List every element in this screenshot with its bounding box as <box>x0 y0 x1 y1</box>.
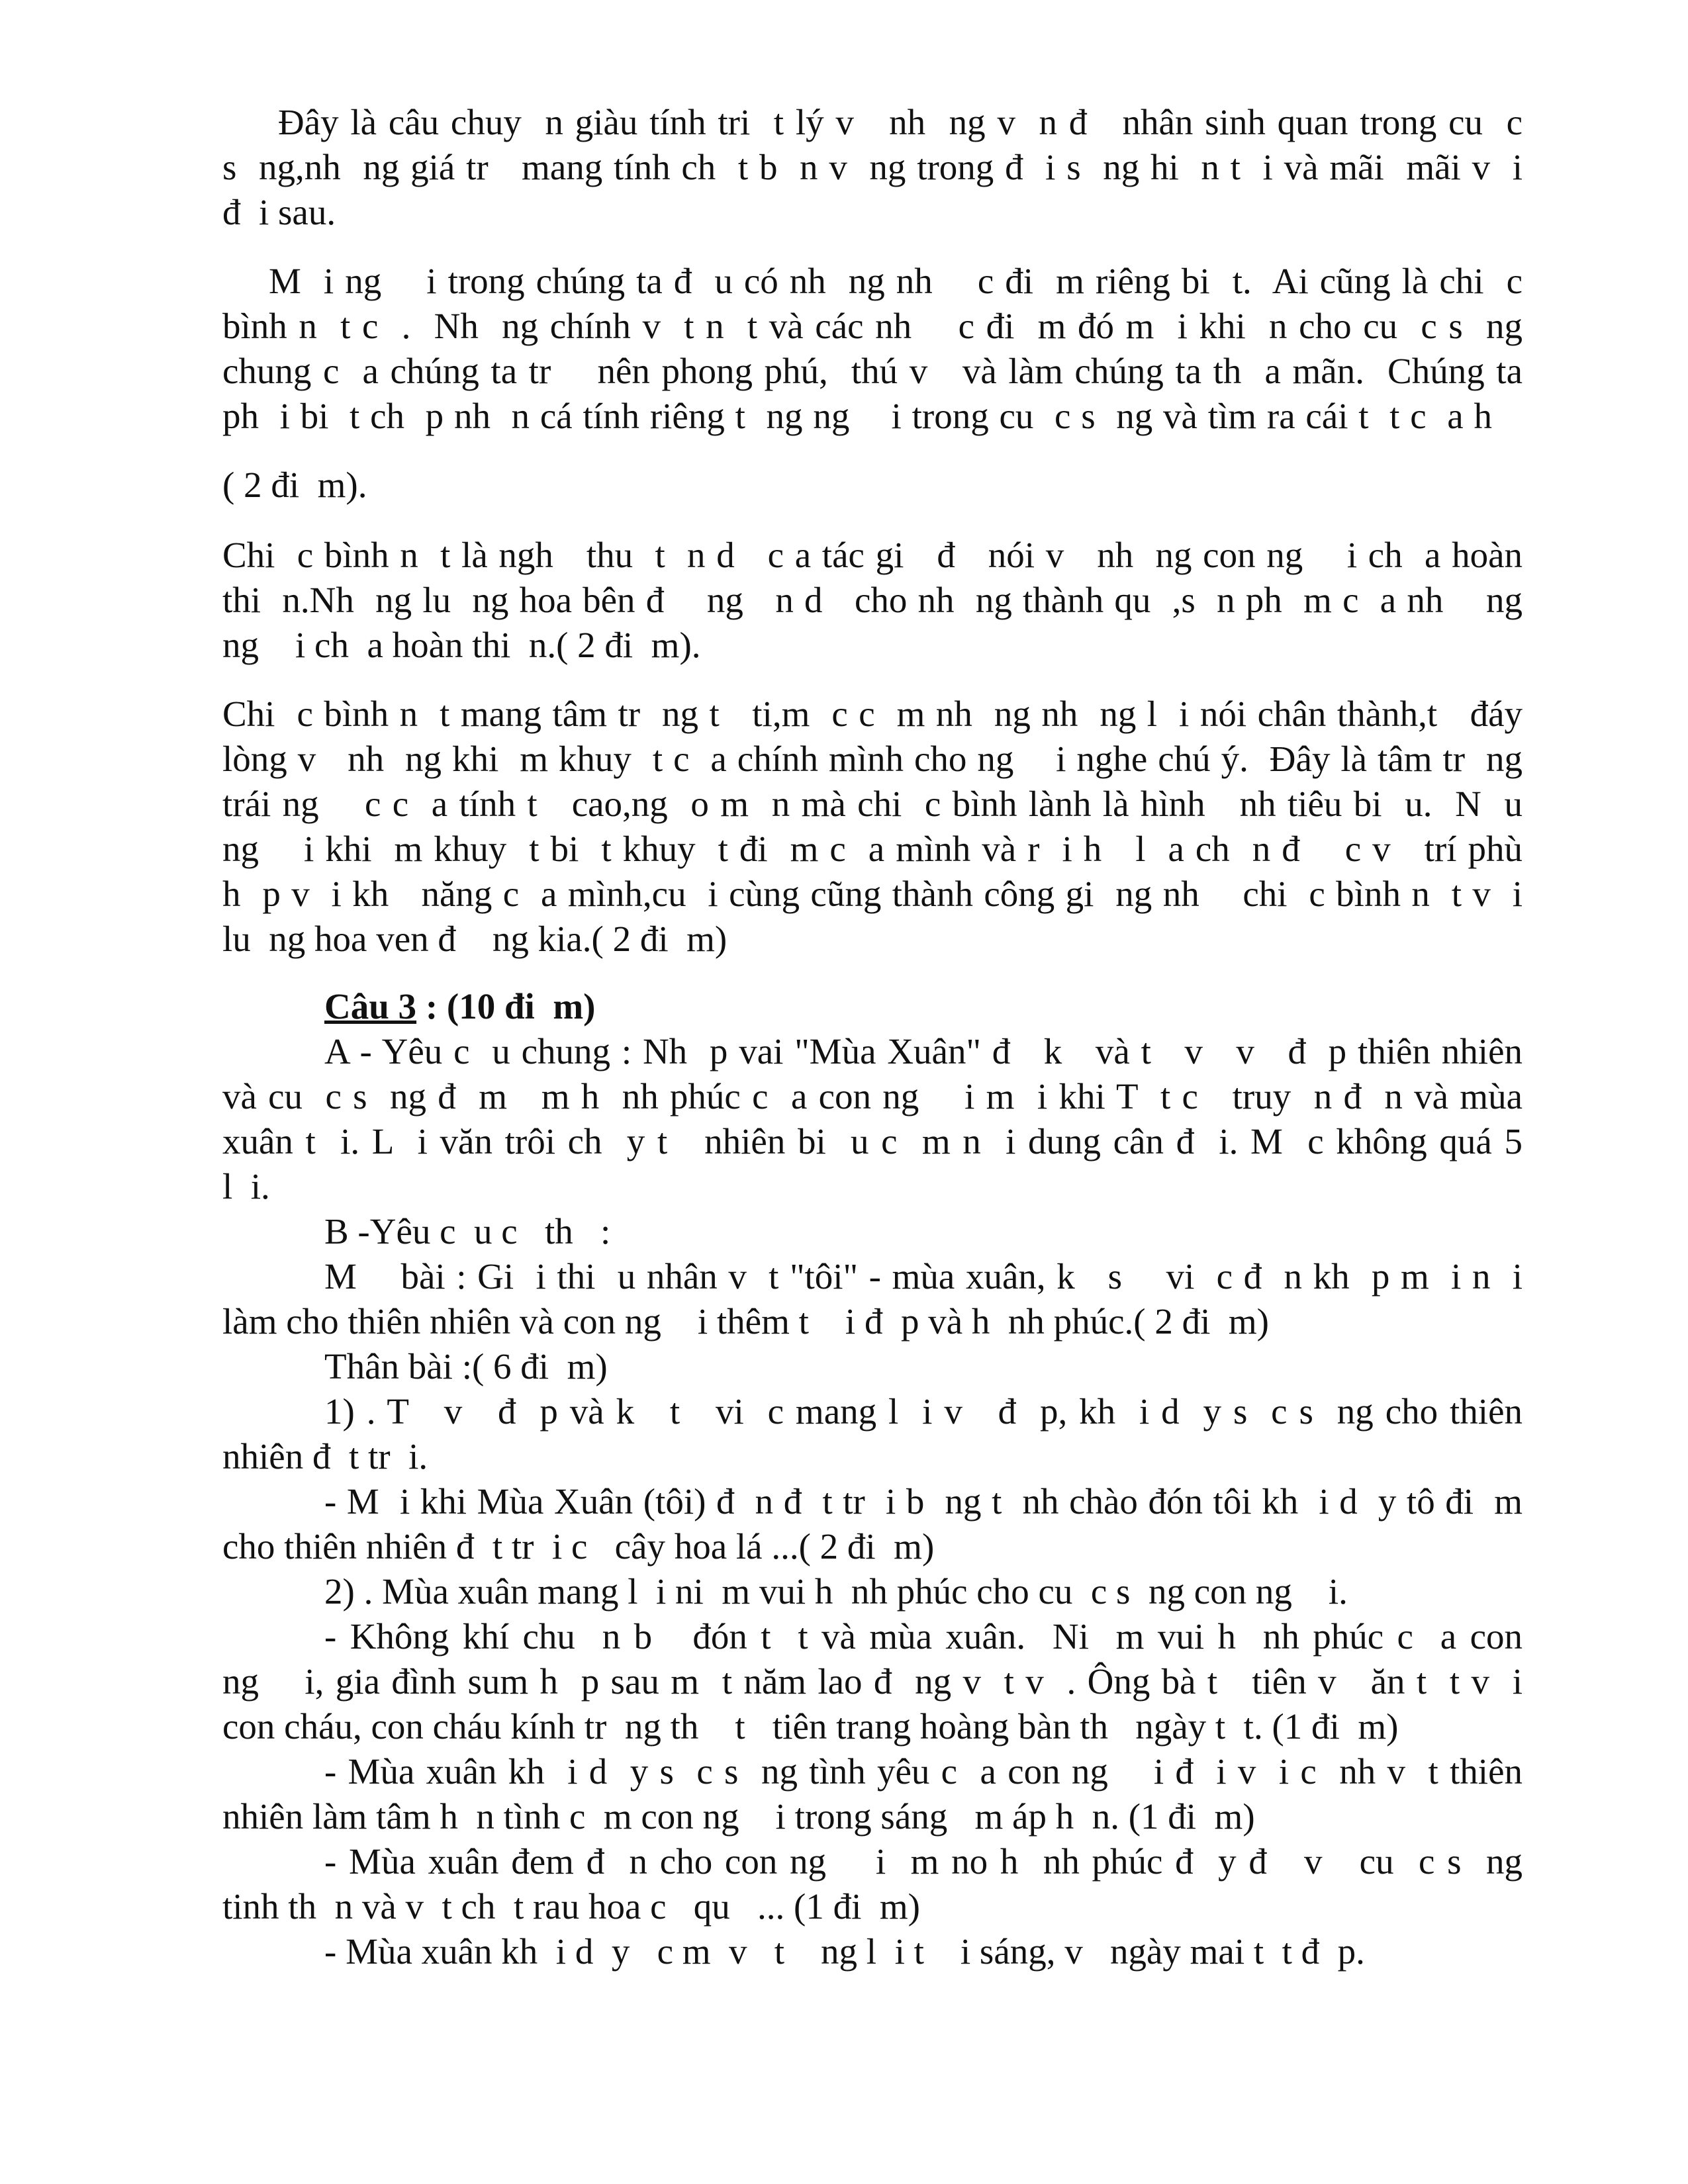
section-heading <box>324 985 854 1028</box>
text-line: tinh th n và v t ch t rau hoa c qu ... (1 đi m) <box>222 1886 920 1927</box>
text-line: 2) . Mùa xuân mang l i ni m vui h nh phúc cho cu c s ng con ng i. <box>324 1571 1348 1612</box>
text-line: - Mùa xuân kh i d y c m v t ng l i t i sáng, v ngày mai t t đ p. <box>324 1931 1365 1972</box>
text-line: đ i sau. <box>222 192 336 232</box>
text-line: - Không khí chu n b đón t t và mùa xuân. Ni m vui h nh phúc c a con <box>324 1616 1523 1657</box>
text-line: Thân bài :( 6 đi m) <box>324 1346 608 1387</box>
text-line: chung c a chúng ta tr nên phong phú, thú v và làm chúng ta th a mãn. Chúng ta <box>222 351 1523 391</box>
text-line: bình n t c . Nh ng chính v t n t và các nh c đi m đó m i khi n cho cu c s ng <box>222 306 1523 346</box>
text-line: xuân t i. L i văn trôi ch y t nhiên bi u c m n i dung cân đ i. M c không quá 5 <box>222 1121 1523 1161</box>
text-line: trái ng c c a tính t cao,ng o m n mà chi c bình lành là hình nh tiêu bi u. N u <box>222 784 1523 824</box>
text-line: ng i khi m khuy t bi t khuy t đi m c a mình và r i h l a ch n đ c v trí phù <box>222 829 1523 869</box>
text-line: cho thiên nhiên đ t tr i c cây hoa lá ...( 2 đi m) <box>222 1526 935 1567</box>
text-line: nhiên đ t tr i. <box>222 1436 428 1477</box>
text-line: nhiên làm tâm h n tình c m con ng i trong sáng m áp h n. (1 đi m) <box>222 1796 1255 1837</box>
text-line: Đây là câu chuy n giàu tính tri t lý v nh ng v n đ nhân sinh quan trong cu c <box>278 102 1523 142</box>
text-line: - Mùa xuân kh i d y s c s ng tình yêu c a con ng i đ i v i c nh v t thiên <box>324 1751 1523 1792</box>
text-line: 1) . T v đ p và k t vi c mang l i v đ p, kh i d y s c s ng cho thiên <box>324 1391 1523 1432</box>
text-line: M bài : Gi i thi u nhân v t "tôi" - mùa xuân, k s vi c đ n kh p m i n i <box>324 1256 1523 1297</box>
text-line: l i. <box>222 1166 270 1206</box>
text-line: lòng v nh ng khi m khuy t c a chính mình cho ng i nghe chú ý. Đây là tâm tr ng <box>222 739 1523 779</box>
text-line: ng i, gia đình sum h p sau m t năm lao đ ng v t v . Ông bà t tiên v ăn t t v i <box>222 1661 1523 1702</box>
text-line: Chi c bình n t mang tâm tr ng t ti,m c c m nh ng nh ng l i nói chân thành,t đáy <box>222 694 1523 734</box>
text-line: và cu c s ng đ m m h nh phúc c a con ng i m i khi T t c truy n đ n và mùa <box>222 1076 1523 1116</box>
text-line: con cháu, con cháu kính tr ng th t tiên trang hoàng bàn th ngày t t. (1 đi m) <box>222 1706 1399 1747</box>
text-line: M i ng i trong chúng ta đ u có nh ng nh c đi m riêng bi t. Ai cũng là chi c <box>269 261 1523 301</box>
section-heading-points: : (10 đi m) <box>416 986 596 1026</box>
text-line: thi n.Nh ng lu ng hoa bên đ ng n d cho nh ng thành qu ,s n ph m c a nh ng <box>222 580 1523 620</box>
section-heading-label: Câu 3 <box>324 986 417 1026</box>
text-line: A - Yêu c u chung : Nh p vai "Mùa Xuân" đ k và t v v đ p thiên nhiên <box>324 1031 1523 1071</box>
text-line: lu ng hoa ven đ ng kia.( 2 đi m) <box>222 919 727 959</box>
text-line: - Mùa xuân đem đ n cho con ng i m no h nh phúc đ y đ v cu c s ng <box>324 1841 1523 1882</box>
text-line: ph i bi t ch p nh n cá tính riêng t ng ng i trong cu c s ng và tìm ra cái t t c a h <box>222 396 1492 436</box>
text-line: ng i ch a hoàn thi n.( 2 đi m). <box>222 625 701 665</box>
text-line: h p v i kh năng c a mình,cu i cùng cũng thành công gi ng nh chi c bình n t v i <box>222 874 1523 914</box>
text-line: s ng,nh ng giá tr mang tính ch t b n v ng trong đ i s ng hi n t i và mãi mãi v i <box>222 147 1523 187</box>
text-line: - M i khi Mùa Xuân (tôi) đ n đ t tr i b ng t nh chào đón tôi kh i d y tô đi m <box>324 1481 1523 1522</box>
text-line: làm cho thiên nhiên và con ng i thêm t i đ p và h nh phúc.( 2 đi m) <box>222 1301 1269 1342</box>
text-line: ( 2 đi m). <box>222 465 367 505</box>
text-line: B -Yêu c u c th : <box>324 1211 611 1251</box>
text-line: Chi c bình n t là ngh thu t n d c a tác gi đ nói v nh ng con ng i ch a hoàn <box>222 535 1523 575</box>
